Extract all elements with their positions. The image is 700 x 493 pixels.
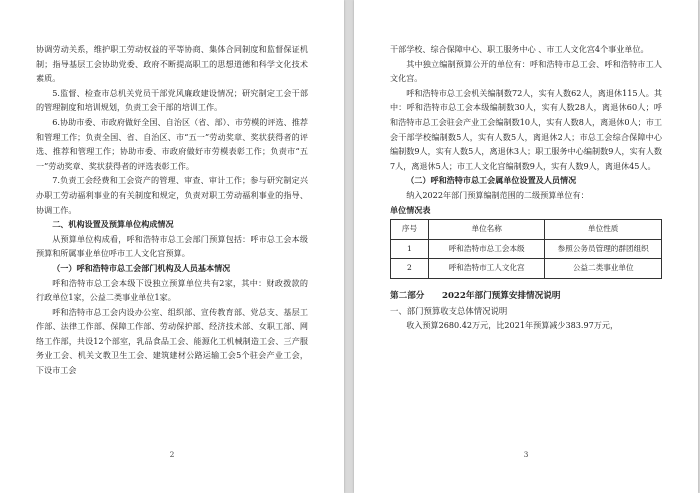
table-intro: 纳入2022年部门预算编制范围的二级预算单位有： bbox=[406, 189, 589, 200]
body-paragraph: 呼和浩特市总工会内设办公室、组织部、宣传教育部、党总支、基层工作部、法律工作部、保障工作部、劳动保护部、经济技术部、女职工部、网络工作部，共设12个部室，乳品食品工会、能源化工机械制造工会、三产服务业工会、机关文教卫生工会、建筑建材公路运输工会5个驻会产业工会，下设市工会 bbox=[36, 306, 308, 376]
body-paragraph: 收入预算2680.42万元，比2021年预算减少383.97万元， bbox=[406, 320, 619, 331]
document-page-left bbox=[0, 0, 344, 493]
section-heading: 一、部门预算收支总体情况说明 bbox=[390, 305, 508, 316]
column-header-index: 序号 bbox=[391, 220, 429, 240]
body-paragraph: 协调劳动关系，维护职工劳动权益的平等协商、集体合同制度和监督保证机制；指导基层工会协助党委、政府不断提高职工的思想道德和科学文化技术素质。 bbox=[36, 44, 308, 84]
column-header-unit-name: 单位名称 bbox=[428, 220, 545, 240]
sub-heading: （二）呼和浩特市总工会属单位设置及人员情况 bbox=[406, 175, 577, 186]
body-paragraph: 干部学校、综合保障中心、职工服务中心 、市工人文化宫4个事业单位。 bbox=[390, 44, 649, 54]
table-cell: 参照公务员管理的群团组织 bbox=[545, 239, 662, 259]
table-cell: 呼和浩特市总工会本级 bbox=[428, 239, 545, 259]
body-paragraph: 5.监督、检查市总机关党员干部党风廉政建设情况；研究制定工会干部的管理制度和培训规划，负责工会干部的培训工作。 bbox=[36, 87, 308, 113]
table-cell: 公益二类事业单位 bbox=[545, 259, 662, 279]
part-title: 第二部分 2022年部门预算安排情况说明 bbox=[390, 290, 561, 301]
table-cell: 1 bbox=[391, 239, 429, 259]
page-number: 3 bbox=[523, 450, 529, 459]
body-paragraph: 从预算单位构成看，呼和浩特市总工会部门预算包括：呼市总工会本级预算和所属事业单位呼市工人文化宫预算。 bbox=[36, 233, 308, 259]
sub-heading: （一）呼和浩特市总工会部门机构及人员基本情况 bbox=[52, 262, 231, 273]
table-cell: 呼和浩特市工人文化宫 bbox=[428, 259, 545, 279]
document-page-right bbox=[354, 0, 698, 493]
table-cell: 2 bbox=[391, 259, 429, 279]
page-number: 2 bbox=[169, 450, 175, 459]
page-content bbox=[36, 42, 308, 378]
body-paragraph: 呼和浩特市总工会机关编制数72人，实有人数62人，离退休115人。其中：呼和浩特市总工会本级编制数30人，实有人数28人，离退休60人；呼和浩特市总工会驻会产业工会编制数10人，实有人数8人，离退休0人；市工会干部学校编制数5人，实有人数5人，离退休2人；市总工会综合保障中心编制数9人，实有人数5人，离退休3人；职工服务中心编制数9人，实有人数7人，离退休5人；市工人文化宫编制数9人，实有人数9人，离退休45人。 bbox=[390, 87, 662, 171]
table-row bbox=[391, 259, 662, 279]
table-header-row bbox=[391, 220, 662, 240]
section-heading: 二、机构设置及预算单位构成情况 bbox=[52, 219, 174, 230]
table-title: 单位情况表 bbox=[390, 204, 431, 215]
unit-info-table bbox=[390, 219, 662, 279]
column-header-unit-nature: 单位性质 bbox=[545, 220, 662, 240]
body-paragraph: 7.负责工会经费和工会资产的管理、审查、审计工作；参与研究制定兴办职工劳动福利事业的有关制度和规定，负责对职工劳动福利事业的指导、协调工作。 bbox=[36, 175, 308, 215]
table-row bbox=[391, 239, 662, 259]
body-paragraph: 其中独立编制预算公开的单位有：呼和浩特市总工会、呼和浩特市工人文化宫。 bbox=[390, 58, 662, 84]
body-paragraph: 6.协助市委、市政府做好全国、自治区（省、部）、市劳模的评选、推荐和管理工作；负责全国、省、自治区、市“五一”劳动奖章、奖状获得者的评选、推荐和管理工作；协助市委、市政府做好市劳模表彰工作；负责市“五一”劳动奖章、奖状获得者的评选表彰工作。 bbox=[36, 116, 308, 171]
body-paragraph: 呼和浩特市总工会本级下设独立预算单位共有2家，其中：财政拨款的行政单位1家，公益二类事业单位1家。 bbox=[36, 277, 308, 303]
page-content bbox=[390, 42, 662, 333]
